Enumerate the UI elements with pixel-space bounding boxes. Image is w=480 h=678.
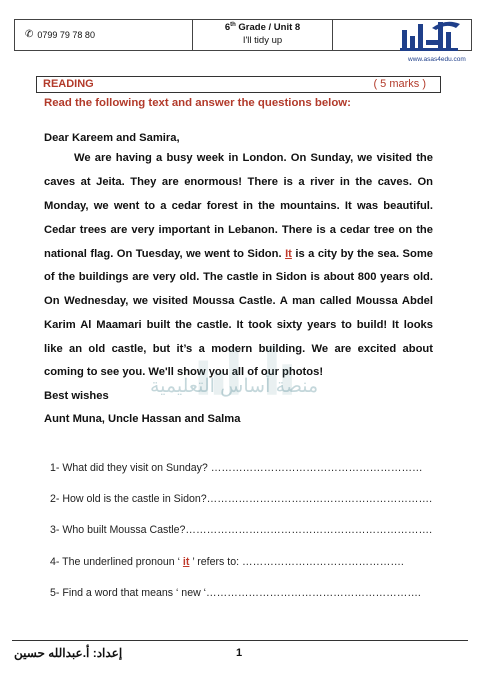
letter-line: of the buildings are very old. The castle in Sidon is about 800 years old. (44, 271, 433, 283)
letter-line: On Wednesday, we visited Moussa Castle. A man called Moussa Abdel (44, 295, 433, 307)
letter-line: coming to see you. We'll show you all of our photos! (44, 366, 324, 378)
logo-url: www.asas4edu.com (408, 56, 466, 63)
watermark-text: منصة أساس التعليمية (150, 376, 319, 397)
letter-line: We are having a busy week in London. On Sunday, we visited the (74, 152, 433, 164)
phone-cell (15, 20, 193, 50)
letter-line: Karim Al Maamari built the castle. It took sixty years to build! It looks (44, 319, 433, 331)
letter-signature: Aunt Muna, Uncle Hassan and Salma (44, 413, 241, 425)
question-4-pronoun: it (182, 556, 190, 568)
grade-suffix: th (230, 22, 236, 28)
letter-line: caves at Jeita. They are enormous! There is a river in the caves. On (44, 176, 433, 188)
question-2: 2- How old is the castle in Sidon?………………………………………………………. (50, 493, 433, 505)
question-4 (50, 556, 404, 568)
unit-subtitle: I'll tidy up (242, 35, 283, 46)
letter-closing: Best wishes (44, 390, 109, 402)
letter-line-part: national flag. On Tuesday, we went to Sidon. (44, 248, 282, 260)
watermark-logo-icon (180, 330, 320, 410)
phone-icon: ✆ (25, 29, 34, 40)
reading-box (36, 76, 441, 93)
underlined-pronoun: It (285, 248, 292, 260)
unit-cell (193, 20, 333, 50)
question-5: 5- Find a word that means ‘ new ‘……………………………………………………. (50, 587, 421, 599)
reading-instruction: Read the following text and answer the questions below: (44, 97, 351, 109)
question-4-start: 4- The underlined pronoun ‘ (50, 556, 180, 568)
question-3: 3- Who built Moussa Castle?……………………………………………………………. (50, 524, 433, 536)
grade-number: 6 (224, 22, 231, 34)
page-number: 1 (236, 647, 243, 659)
grade-unit (193, 22, 332, 33)
reading-title: READING (43, 78, 94, 90)
letter-line-part: is a city by the sea. Some (295, 248, 434, 260)
asas-logo-icon (394, 14, 464, 56)
question-4-end: ’ refers to: ………………………………………. (192, 556, 404, 568)
phone-text: 0799 79 78 80 (37, 29, 95, 40)
phone-number (25, 29, 95, 40)
grade-unit-text: Grade / Unit 8 (235, 22, 301, 34)
letter-line: Cedar trees are very important in Lebanon. There is a cedar tree on the (44, 224, 433, 236)
footer-divider (12, 640, 468, 641)
letter-line (44, 248, 433, 261)
letter-greeting: Dear Kareem and Samira, (44, 132, 180, 144)
reading-marks: ( 5 marks ) (373, 78, 426, 90)
letter-line: Monday, we went to a cedar forest in the mountains. It was beautiful. (44, 200, 433, 212)
letter-line: like an old castle, but it’s a modern building. We are excited about (44, 343, 433, 355)
question-1: 1- What did they visit on Sunday? …………………………………………………… (50, 462, 423, 474)
footer-author: إعداد: أ.عبدالله حسين (14, 646, 123, 660)
